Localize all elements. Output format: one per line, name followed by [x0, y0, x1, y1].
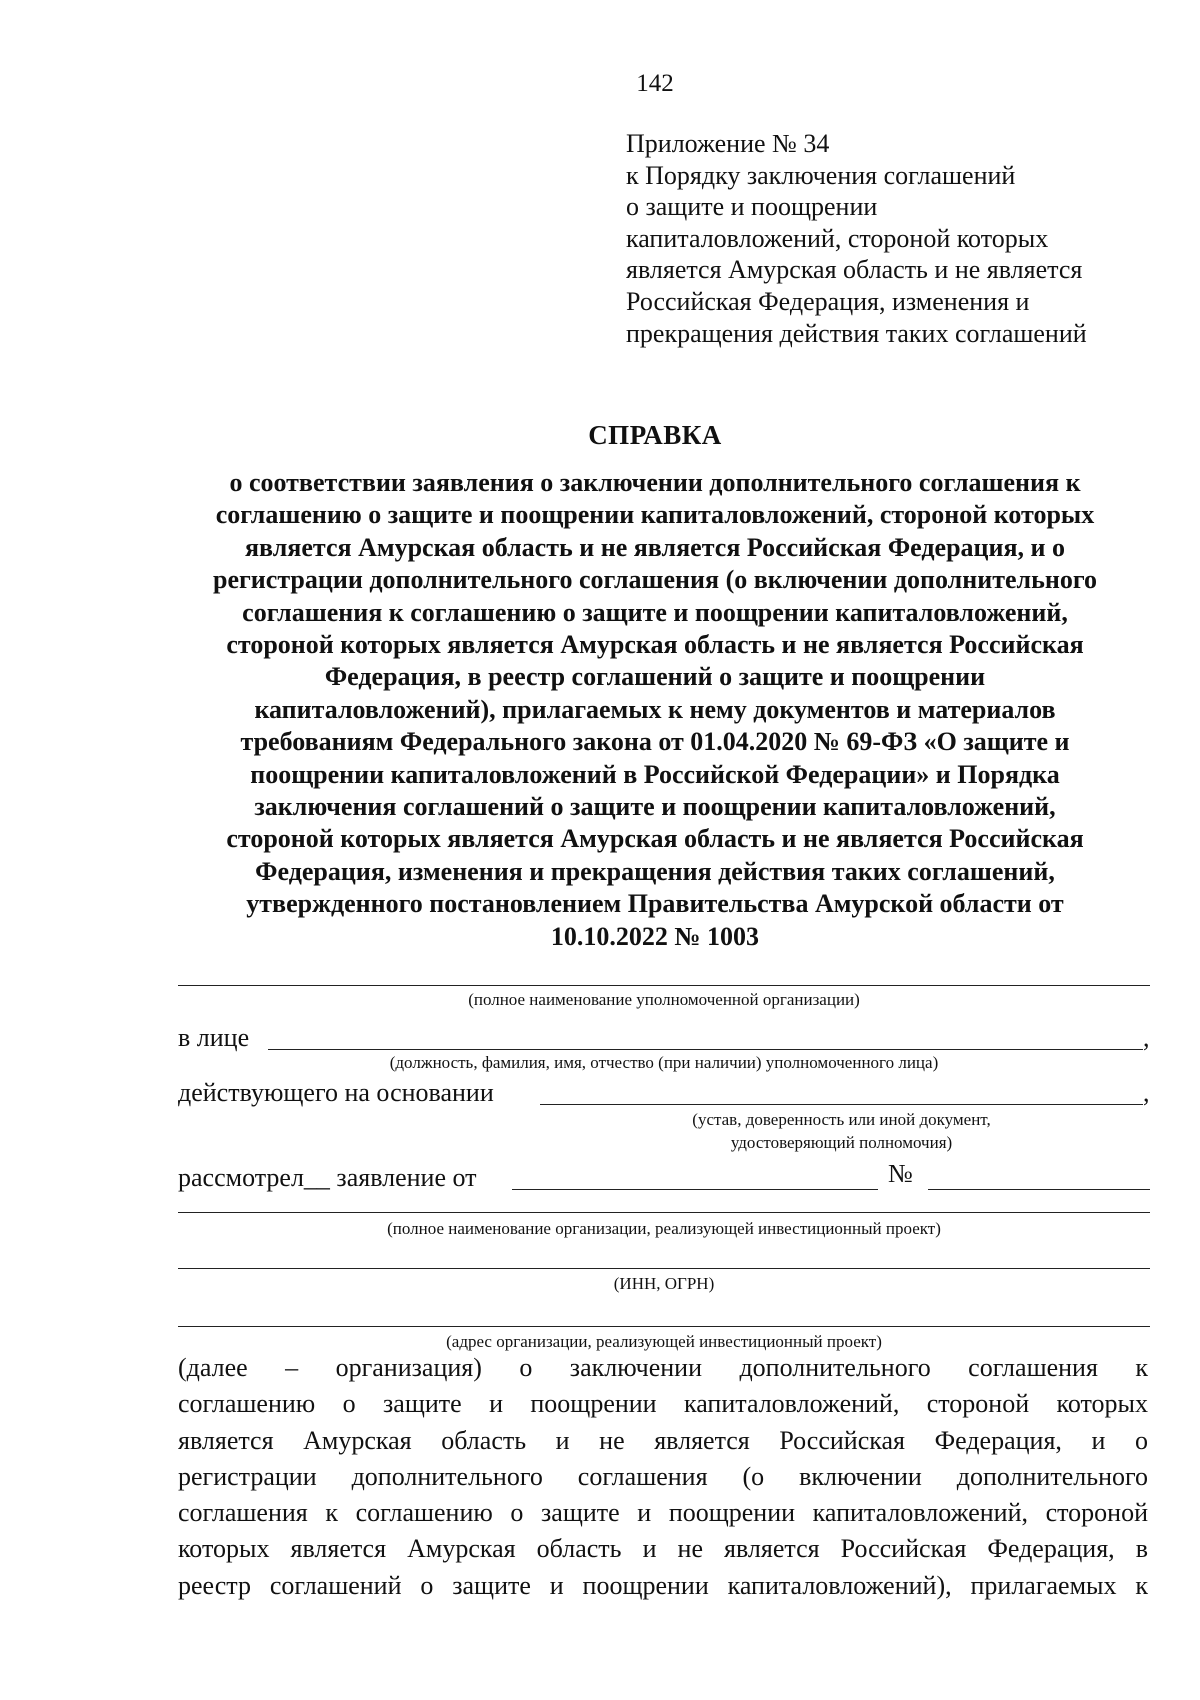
inn-ogrn-field[interactable]: [178, 1268, 1150, 1269]
document-subtitle: [160, 467, 1150, 953]
subtitle-line: утвержденного постановлением Правительства Амурской области от: [246, 889, 1064, 919]
appendix-line: является Амурская область и не является: [626, 255, 1083, 285]
authorized-person-caption: (должность, фамилия, имя, отчество (при наличии) уполномоченного лица): [389, 1053, 939, 1072]
inn-ogrn-caption: (ИНН, ОГРН): [613, 1274, 715, 1293]
applicant-address-field[interactable]: [178, 1326, 1150, 1327]
applicant-address-caption: (адрес организации, реализующей инвестиционный проект): [446, 1332, 882, 1351]
body-line: которых является Амурская область и не является Российская Федерация, в: [178, 1534, 1148, 1564]
body-line: является Амурская область и не является Российская Федерация, и о: [178, 1425, 1148, 1455]
appendix-header: [626, 128, 1166, 349]
document-title: СПРАВКА: [588, 420, 722, 450]
applicant-name-field[interactable]: [178, 1212, 1150, 1213]
subtitle-line: капиталовложений), прилагаемых к нему документов и материалов: [254, 694, 1056, 724]
subtitle-line: о соответствии заявления о заключении дополнительного соглашения к: [229, 468, 1081, 497]
subtitle-line: Федерация, изменения и прекращения действия таких соглашений,: [255, 856, 1055, 886]
organization-name-caption: (полное наименование уполномоченной организации): [468, 990, 860, 1009]
subtitle-line: поощрении капиталовложений в Российской Федерации» и Порядка: [250, 759, 1060, 789]
comma: ,: [1143, 1023, 1150, 1052]
comma: ,: [1143, 1078, 1150, 1107]
appendix-line: Приложение № 34: [626, 129, 830, 158]
application-number-field[interactable]: [928, 1189, 1150, 1190]
appendix-line: прекращения действия таких соглашений: [626, 318, 1087, 348]
page-number: 142: [636, 70, 674, 97]
acting-basis-field[interactable]: [540, 1104, 1143, 1105]
body-line: соглашению о защите и поощрении капиталовложений, стороной которых: [178, 1389, 1148, 1419]
subtitle-line: соглашения к соглашению о защите и поощрении капиталовложений,: [242, 597, 1068, 627]
authorized-person-field[interactable]: [268, 1049, 1143, 1050]
appendix-line: Российская Федерация, изменения и: [626, 286, 1030, 316]
subtitle-line: соглашению о защите и поощрении капиталовложений, стороной которых: [215, 500, 1095, 530]
subtitle-line: регистрации дополнительного соглашения (о включении дополнительного: [213, 565, 1097, 595]
subtitle-line: стороной которых является Амурская область и не является Российская: [226, 824, 1084, 854]
applicant-name-caption: (полное наименование организации, реализующей инвестиционный проект): [387, 1219, 941, 1238]
number-sign: №: [888, 1159, 913, 1188]
organization-name-field[interactable]: [178, 985, 1150, 986]
appendix-line: капиталовложений, стороной которых: [626, 223, 1049, 253]
subtitle-line: стороной которых является Амурская область и не является Российская: [226, 630, 1084, 660]
body-paragraph: [178, 1350, 1148, 1604]
acting-basis-caption-line-2: удостоверяющий полномочия): [730, 1133, 953, 1152]
in-person-label: в лице: [178, 1023, 250, 1052]
appendix-line: о защите и поощрении: [626, 192, 878, 222]
acting-basis-label: действующего на основании: [178, 1078, 494, 1107]
body-line: реестр соглашений о защите и поощрении капиталовложений), прилагаемых к: [178, 1570, 1148, 1600]
subtitle-line: Федерация, в реестр соглашений о защите и поощрении: [324, 662, 986, 692]
reviewed-application-label: рассмотрел__ заявление от: [178, 1163, 477, 1192]
body-line: соглашения к соглашению о защите и поощрении капиталовложений, стороной: [178, 1498, 1148, 1528]
body-line: регистрации дополнительного соглашения (о включении дополнительного: [178, 1461, 1148, 1491]
subtitle-line: заключения соглашений о защите и поощрении капиталовложений,: [254, 792, 1056, 822]
subtitle-line: требованиям Федерального закона от 01.04.2020 № 69-ФЗ «О защите и: [240, 727, 1070, 757]
appendix-line: к Порядку заключения соглашений: [626, 160, 1016, 190]
body-line: (далее – организация) о заключении дополнительного соглашения к: [178, 1353, 1148, 1382]
acting-basis-caption-line-1: (устав, доверенность или иной документ,: [692, 1110, 991, 1129]
subtitle-line: является Амурская область и не является Российская Федерация, и о: [244, 532, 1066, 562]
application-date-field[interactable]: [512, 1189, 878, 1190]
subtitle-line: 10.10.2022 № 1003: [550, 921, 760, 951]
